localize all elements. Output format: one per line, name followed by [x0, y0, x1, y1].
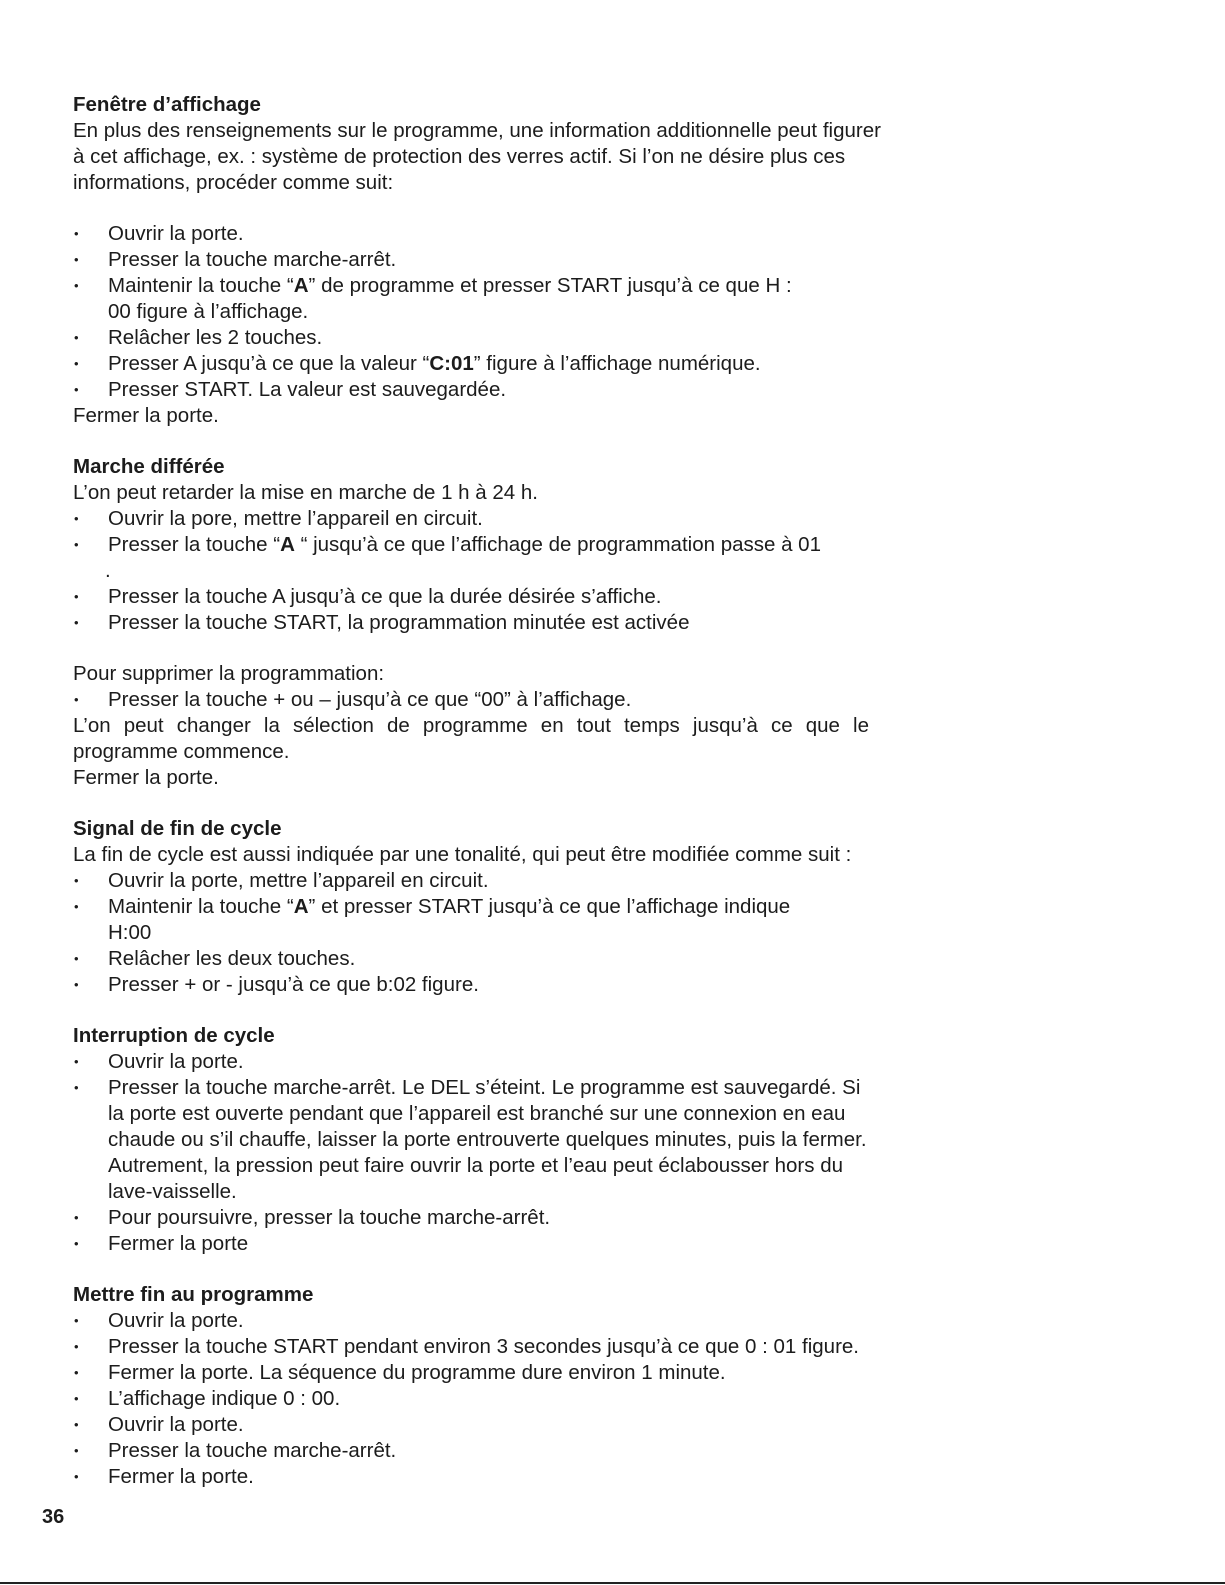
paragraph: L’on peut retarder la mise en marche de 1 h à 24 h.: [73, 481, 538, 504]
section-title: Signal de fin de cycle: [73, 817, 282, 840]
bullet-list: [73, 1049, 873, 1257]
list-item: • L’affichage indique 0 : 00.: [73, 1386, 873, 1412]
list-item: • Ouvrir la porte, mettre l’appareil en circuit.: [73, 868, 873, 894]
list-item: • Fermer la porte.: [73, 1464, 873, 1490]
section-title: Marche différée: [73, 455, 225, 478]
list-item: • Relâcher les deux touches.: [73, 946, 873, 972]
bottom-border: [0, 1582, 1225, 1584]
bullet-list: [73, 687, 873, 713]
list-item: • Presser la touche START, la programmation minutée est activée: [73, 610, 873, 636]
bullet-list: [73, 221, 873, 403]
paragraph: La fin de cycle est aussi indiquée par une tonalité, qui peut être modifiée comme suit :: [73, 843, 852, 866]
list-item: • Presser la touche marche-arrêt.: [73, 247, 873, 273]
paragraph: L’on peut changer la sélection de programme en tout temps jusqu’à ce que le programme commence.: [73, 714, 869, 763]
bullet-list: [73, 506, 873, 558]
list-item: • Fermer la porte: [73, 1231, 873, 1257]
section-marche-differee: [73, 454, 873, 791]
section-fenetre-affichage: [73, 92, 881, 429]
list-item: • Presser la touche + ou – jusqu’à ce que “00” à l’affichage.: [73, 687, 873, 713]
stray-period: .: [105, 559, 111, 582]
list-item: • Ouvrir la porte.: [73, 221, 873, 247]
manual-page-content: [73, 92, 881, 1490]
section-title: Mettre fin au programme: [73, 1283, 314, 1306]
list-item: • Presser START. La valeur est sauvegardée.: [73, 377, 873, 403]
section-title: Interruption de cycle: [73, 1024, 275, 1047]
list-item: • Ouvrir la porte.: [73, 1308, 873, 1334]
list-item: • Pour poursuivre, presser la touche marche-arrêt.: [73, 1205, 873, 1231]
list-item: • Relâcher les 2 touches.: [73, 325, 873, 351]
list-item: • Maintenir la touche “A” et presser START jusqu’à ce que l’affichage indique H:00: [73, 894, 838, 946]
list-item: • Presser la touche “A “ jusqu’à ce que l’affichage de programmation passe à 01: [73, 532, 873, 558]
bullet-list: [73, 1308, 873, 1490]
list-item: • Ouvrir la porte.: [73, 1412, 873, 1438]
list-item: • Fermer la porte. La séquence du programme dure environ 1 minute.: [73, 1360, 873, 1386]
list-item: • Presser la touche marche-arrêt.: [73, 1438, 873, 1464]
bullet-list: [73, 868, 873, 998]
paragraph: Pour supprimer la programmation:: [73, 662, 385, 685]
page-number: 36: [42, 1506, 65, 1528]
bullet-list: [73, 584, 873, 636]
list-item: • Presser + or - jusqu’à ce que b:02 figure.: [73, 972, 873, 998]
list-item: • Ouvrir la pore, mettre l’appareil en circuit.: [73, 506, 873, 532]
list-item: • Presser la touche A jusqu’à ce que la durée désirée s’affiche.: [73, 584, 873, 610]
list-item: • Presser A jusqu’à ce que la valeur “C:01” figure à l’affichage numérique.: [73, 351, 873, 377]
list-item: • Maintenir la touche “A” de programme et presser START jusqu’à ce que H : 00 figure à l’affichage.: [73, 273, 808, 325]
list-item: • Presser la touche START pendant environ 3 secondes jusqu’à ce que 0 : 01 figure.: [73, 1334, 873, 1360]
section-mettre-fin-programme: [73, 1282, 873, 1490]
paragraph: En plus des renseignements sur le programme, une information additionnelle peut figurer à cet affichage, ex. : système de protection des verres actif. Si l’on ne désire plus ces informations, procéder comme suit:: [73, 119, 881, 194]
list-item: • Ouvrir la porte.: [73, 1049, 873, 1075]
paragraph: Fermer la porte.: [73, 766, 219, 789]
section-signal-fin-cycle: [73, 816, 873, 998]
section-title: Fenêtre d’affichage: [73, 93, 261, 116]
section-interruption-cycle: [73, 1023, 873, 1257]
list-item: • Presser la touche marche-arrêt. Le DEL s’éteint. Le programme est sauvegardé. Si la porte est ouverte pendant que l’appareil est branché sur une connexion en eau chaude ou s’il chauffe, laisser la porte entrouverte quelques minutes, puis la fermer. Autrement, la pression peut faire ouvrir la porte et l’eau peut éclabousser hors du lave-vaisselle.: [73, 1075, 878, 1205]
paragraph: Fermer la porte.: [73, 404, 219, 427]
